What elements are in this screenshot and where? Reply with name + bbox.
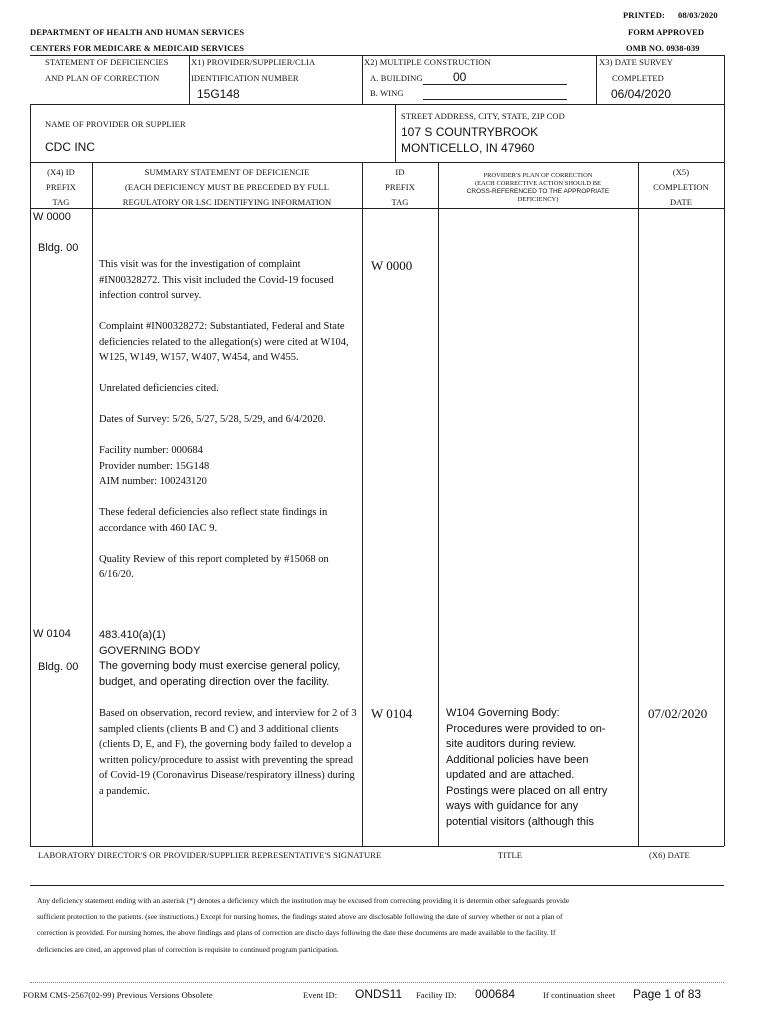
- divider: [30, 104, 724, 105]
- column-line: [724, 162, 725, 846]
- column-line: [438, 162, 439, 846]
- divider: [724, 55, 725, 162]
- divider: [362, 55, 363, 104]
- building-underline: [423, 84, 567, 85]
- plan-header-4: DEFICIENCY): [517, 196, 559, 203]
- continuation-label: If continuation sheet: [543, 990, 615, 1000]
- x4-header-2: PREFIX: [46, 182, 76, 192]
- department-title: DEPARTMENT OF HEALTH AND HUMAN SERVICES: [30, 27, 245, 37]
- x3-label-2: COMPLETED: [612, 73, 664, 83]
- summary-paragraph: This visit was for the investigation of complaint #IN00328272. This visit included the Covid-19 focused infection control survey.: [99, 259, 334, 301]
- w0104-right-tag: W 0104: [371, 706, 413, 721]
- provider-name-value: CDC INC: [45, 140, 95, 154]
- facility-id-value: 000684: [475, 987, 516, 1001]
- form-number: FORM CMS-2567(02-99) Previous Versions Obsolete: [23, 990, 213, 1000]
- divider: [189, 55, 190, 104]
- w0000-summary: [99, 257, 357, 598]
- summary-paragraph: Dates of Survey: 5/26, 5/27, 5/28, 5/29, and 6/4/2020.: [99, 414, 326, 425]
- table-bottom: [30, 846, 724, 847]
- x2-label: X2) MULTIPLE CONSTRUCTION: [364, 57, 491, 67]
- event-id-label: Event ID:: [303, 990, 338, 1000]
- x1-label: X1) PROVIDER/SUPPLIER/CLIA: [191, 57, 316, 67]
- summary-paragraph: Facility number: 000684 Provider number: 15G148 AIM number: 100243120: [99, 445, 210, 487]
- divider: [30, 162, 724, 163]
- x5-header-3: DATE: [669, 197, 693, 207]
- printed-label: PRINTED:: [623, 10, 665, 20]
- w0000-building: Bldg. 00: [38, 242, 79, 254]
- id-header-3: TAG: [391, 197, 409, 207]
- w0104-building: Bldg. 00: [38, 661, 79, 673]
- summary-header: SUMMARY STATEMENT OF DEFICIENCIE: [144, 167, 310, 177]
- building-value: 00: [453, 70, 467, 84]
- summary-header-2: (EACH DEFICIENCY MUST BE PRECEDED BY FULL: [124, 182, 330, 192]
- provider-id-value: 15G148: [197, 87, 240, 101]
- column-line: [92, 162, 93, 846]
- footer-divider: [30, 982, 724, 983]
- column-header-bottom: [30, 208, 724, 209]
- wing-underline: [423, 99, 567, 100]
- summary-paragraph: These federal deficiencies also reflect state findings in accordance with 460 IAC 9.: [99, 507, 328, 534]
- wing-label: B. WING: [370, 88, 404, 98]
- w0104-completion-date: 07/02/2020: [648, 706, 708, 721]
- x1-label-2: IDENTIFICATION NUMBER: [191, 73, 299, 83]
- column-line: [30, 162, 31, 846]
- building-label: A. BUILDING: [370, 73, 423, 83]
- divider: [395, 104, 396, 162]
- address-line1: 107 S COUNTRYBROOK: [401, 125, 539, 139]
- facility-id-label: Facility ID:: [416, 990, 457, 1000]
- statement-label: STATEMENT OF DEFICIENCIES: [45, 57, 169, 67]
- printed-date: 08/03/2020: [678, 10, 718, 20]
- summary-paragraph: Unrelated deficiencies cited.: [99, 383, 219, 394]
- id-header-2: PREFIX: [385, 182, 415, 192]
- column-line: [362, 162, 363, 846]
- form-approved-label: FORM APPROVED: [628, 27, 705, 37]
- address-label: STREET ADDRESS, CITY, STATE, ZIP COD: [401, 111, 565, 121]
- page-number: Page 1 of 83: [633, 987, 702, 1001]
- divider: [30, 104, 31, 162]
- w0104-regulation: 483.410(a)(1) GOVERNING BODY The governing body must exercise general policy, budget, and operating direction over the facility.: [99, 629, 341, 688]
- summary-paragraph: Complaint #IN00328272: Substantiated, Federal and State deficiencies related to the allegation(s) were cited at W104, W125, W149, W157, W407, W454, and W455.: [99, 321, 349, 363]
- signature-bottom-border: [30, 885, 724, 886]
- x5-header: (X5): [672, 167, 690, 177]
- plan-header-2: (EACH CORRECTIVE ACTION SHOULD BE: [474, 180, 602, 187]
- w0104-plan-of-correction: W104 Governing Body: Procedures were provided to on-site auditors during review. Additional policies have been updated and are attached. Postings were placed on all entry ways with guidance for any potential visitors (although this: [446, 707, 608, 828]
- top-border: [30, 55, 724, 56]
- summary-paragraph: Quality Review of this report completed by #15068 on 6/16/20.: [99, 553, 329, 580]
- signature-label: LABORATORY DIRECTOR'S OR PROVIDER/SUPPLIER REPRESENTATIVE'S SIGNATURE: [38, 850, 382, 860]
- w0000-tag: W 0000: [33, 211, 71, 223]
- centers-title: CENTERS FOR MEDICARE & MEDICAID SERVICES: [30, 43, 245, 53]
- w0000-right-tag: W 0000: [371, 258, 413, 273]
- x5-header-2: COMPLETION: [653, 182, 709, 192]
- x3-label: X3) DATE SURVEY: [599, 57, 674, 67]
- w0104-finding: Based on observation, record review, and interview for 2 of 3 sampled clients (clients B and C) and 3 additional clients (clients D, E, and F), the governing body failed to develop a written policy/procedure to assist with preventing the spread of Covid-19 (Coronavirus Disease/respiratory illness) during a pandemic.: [99, 708, 357, 797]
- w0104-tag: W 0104: [33, 628, 71, 640]
- x4-header: (X4) ID: [47, 167, 75, 177]
- summary-header-3: REGULATORY OR LSC IDENTIFYING INFORMATION: [122, 197, 332, 207]
- disclaimer-text: Any deficiency statement ending with an asterisk (*) denotes a deficiency which the institution may be excused from correcting providing it is determin other safeguards provide sufficient protection to the patients. (see instructions.) Except for nursing homes, the findings stated above are disclosable following the date of survey whether or not a plan of correction is provided. For nursing homes, the above findings and plans of correction are disclo days following the date these documents are made available to the facility. If deficiencies are cited, an approved plan of correction is requisite to continued program participation.: [37, 896, 570, 954]
- x4-header-3: TAG: [52, 197, 70, 207]
- survey-date-value: 06/04/2020: [611, 87, 672, 101]
- statement-label-2: AND PLAN OF CORRECTION: [45, 73, 160, 83]
- title-label: TITLE: [498, 850, 523, 860]
- omb-number: OMB NO. 0938-039: [626, 43, 700, 53]
- provider-name-label: NAME OF PROVIDER OR SUPPLIER: [45, 119, 186, 129]
- event-id-value: ONDS11: [355, 987, 403, 1001]
- divider: [596, 55, 597, 104]
- plan-header: PROVIDER'S PLAN OF CORRECTION: [483, 172, 593, 179]
- address-line2: MONTICELLO, IN 47960: [401, 141, 535, 155]
- id-header: ID: [395, 167, 405, 177]
- x6-date-label: (X6) DATE: [649, 850, 690, 860]
- column-line: [638, 162, 639, 846]
- plan-header-3: CROSS-REFERENCED TO THE APPROPRIATE: [466, 188, 610, 195]
